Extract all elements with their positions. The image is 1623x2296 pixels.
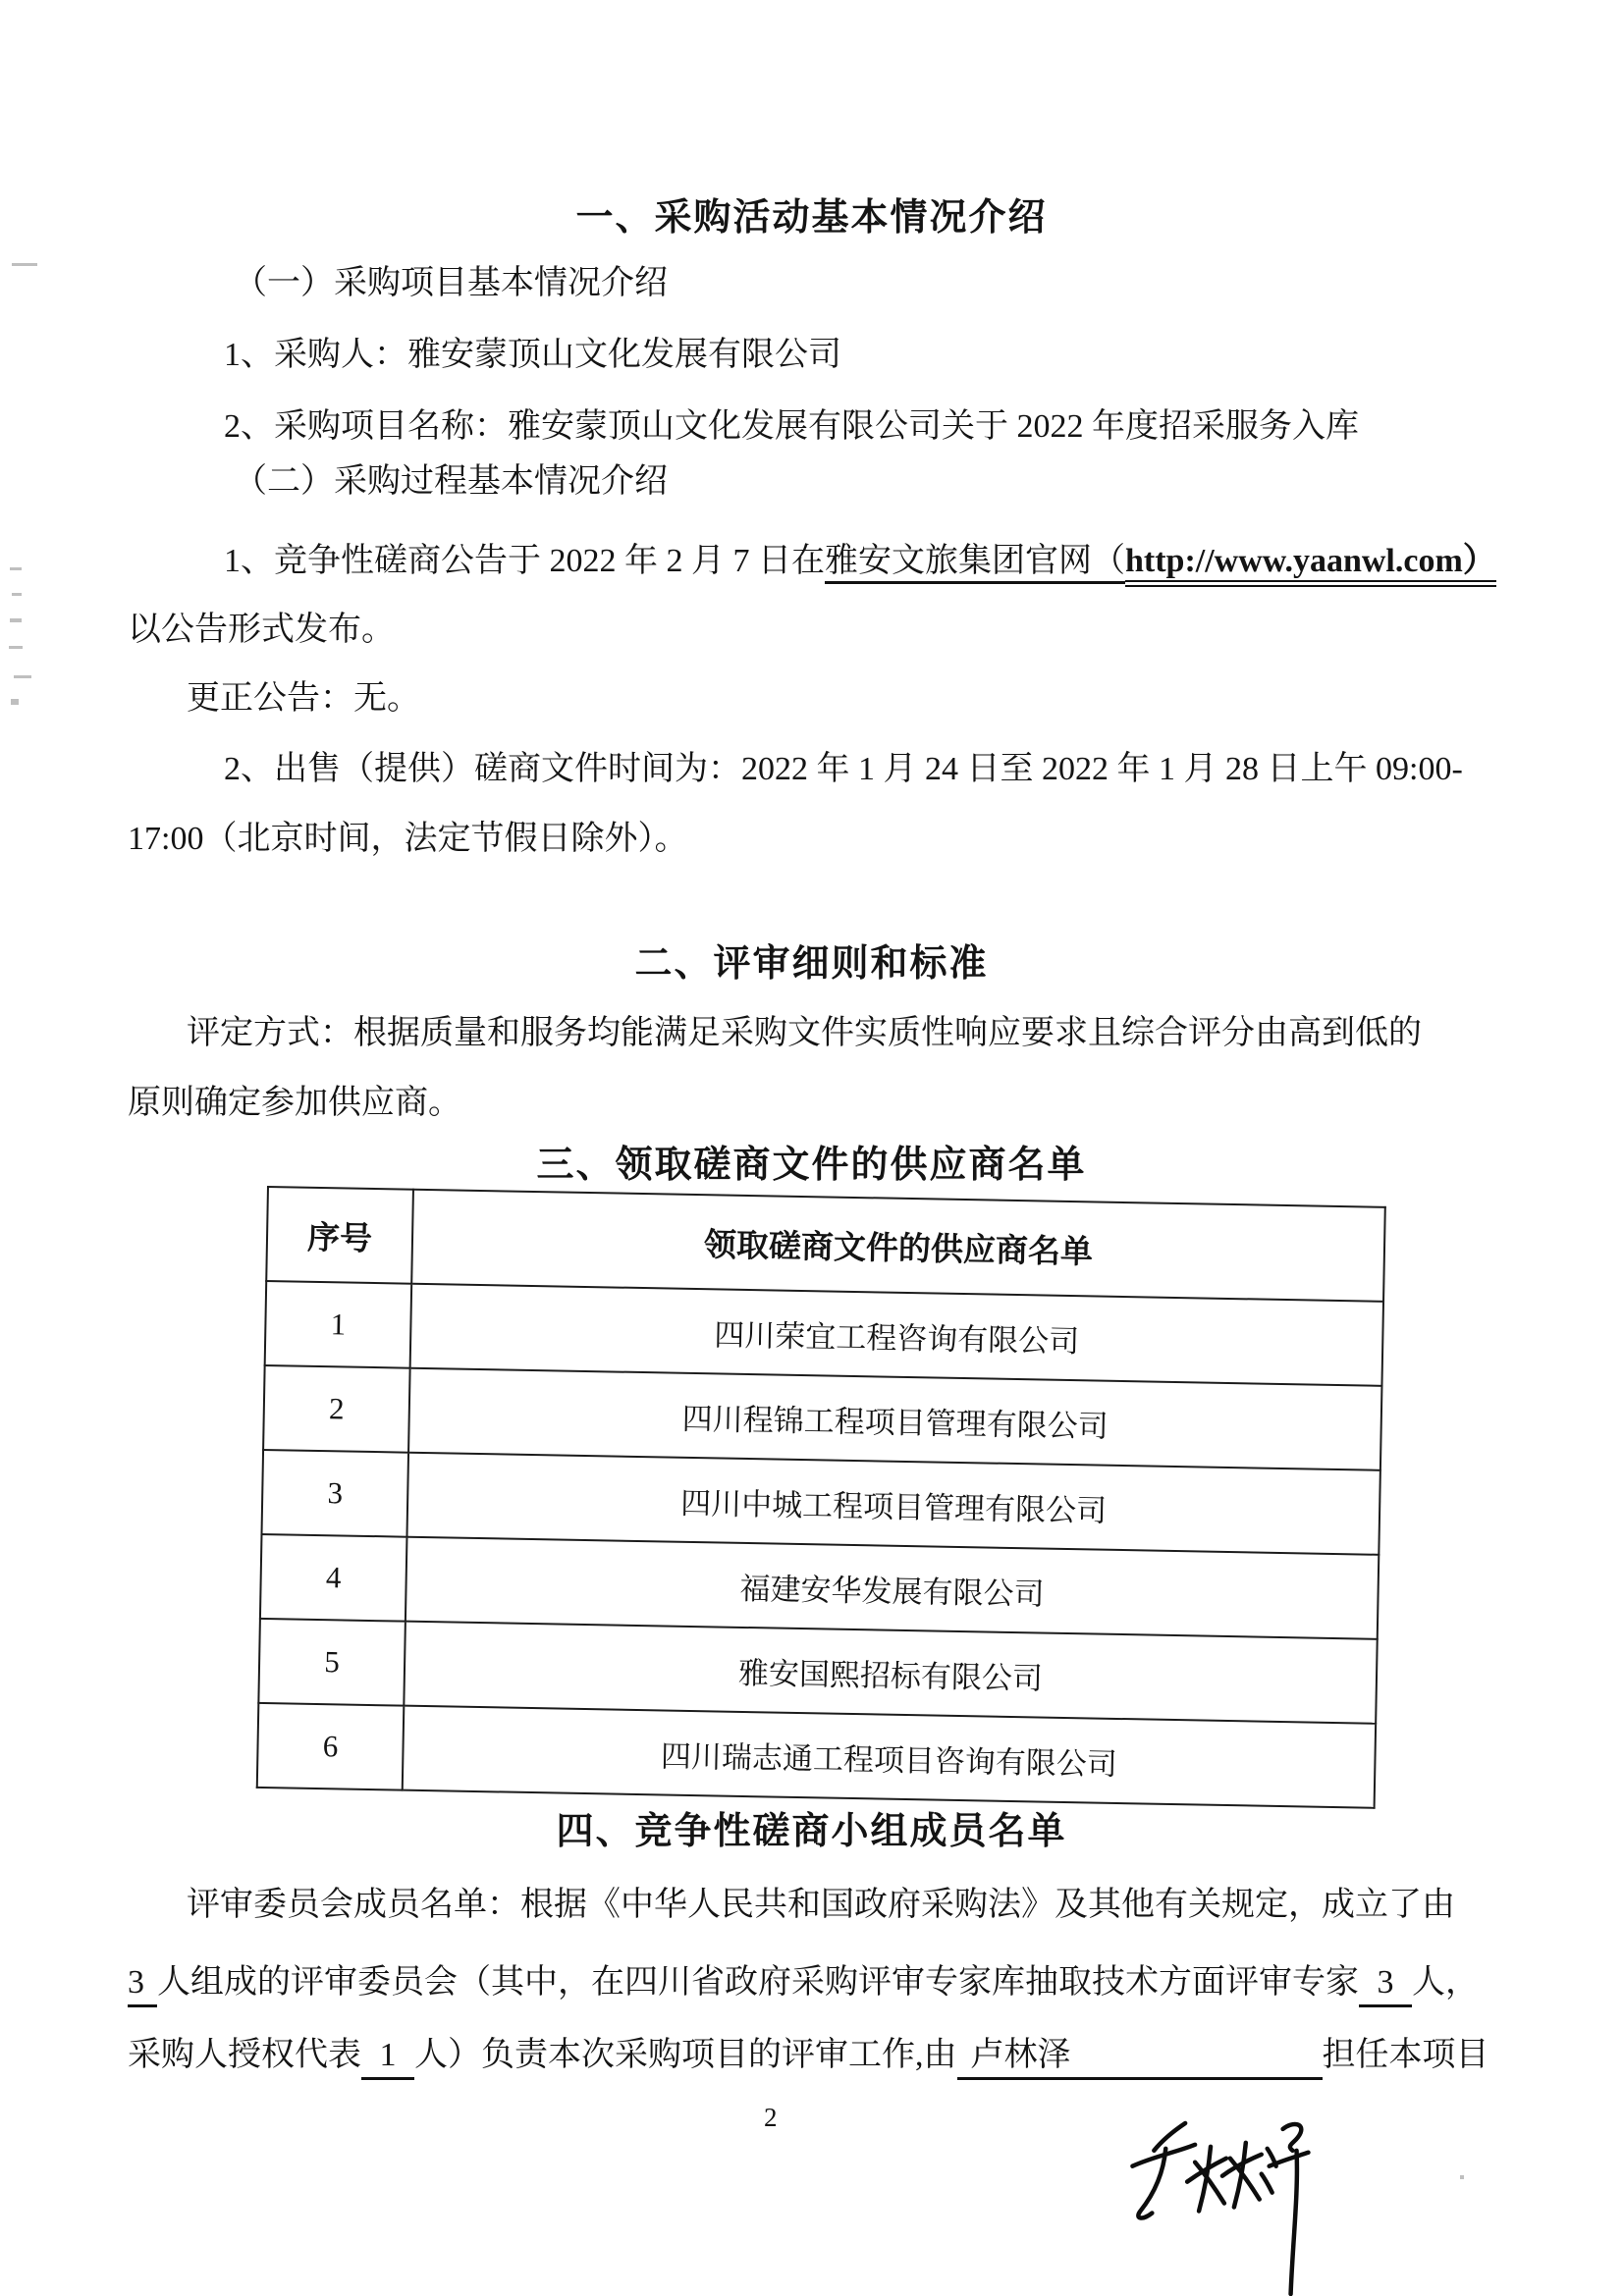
official-website-label: 雅安文旅集团官网（ xyxy=(825,543,1125,584)
row-name-cell: 福建安华发展有限公司 xyxy=(406,1537,1379,1639)
section1-item4-line1: 2、出售（提供）磋商文件时间为：2022 年 1 月 24 日至 2022 年 1 月 28 日上午 09:00- xyxy=(224,751,1463,787)
section1-item3-line2: 以公告形式发布。 xyxy=(128,612,395,648)
scan-artifact xyxy=(9,646,23,649)
scan-artifact xyxy=(12,593,22,596)
section1-sub1: （一）采购项目基本情况介绍 xyxy=(234,265,668,301)
section4-line3 xyxy=(128,2035,1489,2080)
correction-notice: 更正公告：无。 xyxy=(187,680,420,717)
scan-artifact xyxy=(11,699,19,705)
tech-expert-count: 3 xyxy=(1359,1962,1412,2007)
scan-artifact xyxy=(10,567,22,570)
scan-artifact xyxy=(12,263,37,266)
row-name-cell: 四川瑞志通工程项目咨询有限公司 xyxy=(403,1706,1376,1808)
section4-line3-tail: 担任本项目 xyxy=(1322,2037,1489,2073)
scan-artifact xyxy=(14,675,31,678)
section1-sub2: （二）采购过程基本情况介绍 xyxy=(234,463,668,500)
section1-item4-line2: 17:00（北京时间，法定节假日除外）。 xyxy=(128,821,688,857)
committee-size-value: 3 xyxy=(128,1962,157,2007)
section1-title: 一、采购活动基本情况介绍 xyxy=(575,197,1048,239)
table-header-supplier: 领取磋商文件的供应商名单 xyxy=(411,1190,1385,1302)
row-no-cell: 5 xyxy=(258,1619,406,1706)
official-website-url: http://www.yaanwl.com） xyxy=(1125,543,1496,587)
section4-line2-text: 人组成的评审委员会（其中，在四川省政府采购评审专家库抽取技术方面评审专家 xyxy=(157,1964,1359,2001)
section2-line1: 评定方式：根据质量和服务均能满足采购文件实质性响应要求且综合评分由高到低的 xyxy=(187,1015,1422,1051)
scan-artifact xyxy=(10,618,22,622)
row-name-cell: 雅安国熙招标有限公司 xyxy=(404,1622,1377,1724)
section2-line2: 原则确定参加供应商。 xyxy=(128,1085,461,1121)
row-name-cell: 四川中城工程项目管理有限公司 xyxy=(406,1453,1380,1555)
row-no-cell: 4 xyxy=(260,1534,407,1622)
row-name-cell: 四川程锦工程项目管理有限公司 xyxy=(408,1368,1381,1470)
section1-item1: 1、采购人：雅安蒙顶山文化发展有限公司 xyxy=(224,337,841,373)
page-number: 2 xyxy=(764,2103,778,2132)
handwritten-signature xyxy=(1114,2115,1311,2296)
scan-artifact xyxy=(1460,2175,1464,2179)
row-no-cell: 6 xyxy=(257,1703,405,1790)
item3-prefix: 1、竞争性磋商公告于 2022 年 2 月 7 日在 xyxy=(224,543,825,579)
section4-line2-tail: 人， xyxy=(1412,1964,1479,2001)
section4-line1: 评审委员会成员名单：根据《中华人民共和国政府采购法》及其他有关规定，成立了由 xyxy=(187,1887,1455,1923)
row-name-cell: 四川荣宜工程咨询有限公司 xyxy=(410,1284,1383,1386)
section4-line2 xyxy=(128,1962,1479,2007)
section3-title: 三、领取磋商文件的供应商名单 xyxy=(536,1145,1087,1186)
row-no-cell: 3 xyxy=(261,1450,408,1537)
row-no-cell: 1 xyxy=(265,1281,412,1368)
buyer-rep-count: 1 xyxy=(361,2035,414,2080)
section2-title: 二、评审细则和标准 xyxy=(634,943,989,985)
leader-name-value: 卢林泽 xyxy=(957,2035,1323,2080)
section4-title: 四、竞争性磋商小组成员名单 xyxy=(556,1811,1067,1852)
table-header-no: 序号 xyxy=(266,1187,413,1284)
section4-line3-pre: 采购人授权代表 xyxy=(128,2037,361,2073)
section1-item2: 2、采购项目名称：雅安蒙顶山文化发展有限公司关于 2022 年度招采服务入库 xyxy=(224,408,1359,445)
section1-item3-line1 xyxy=(224,541,1496,583)
supplier-table xyxy=(256,1186,1386,1809)
section4-line3-mid: 人）负责本次采购项目的评审工作,由 xyxy=(414,2037,957,2073)
row-no-cell: 2 xyxy=(263,1365,410,1453)
